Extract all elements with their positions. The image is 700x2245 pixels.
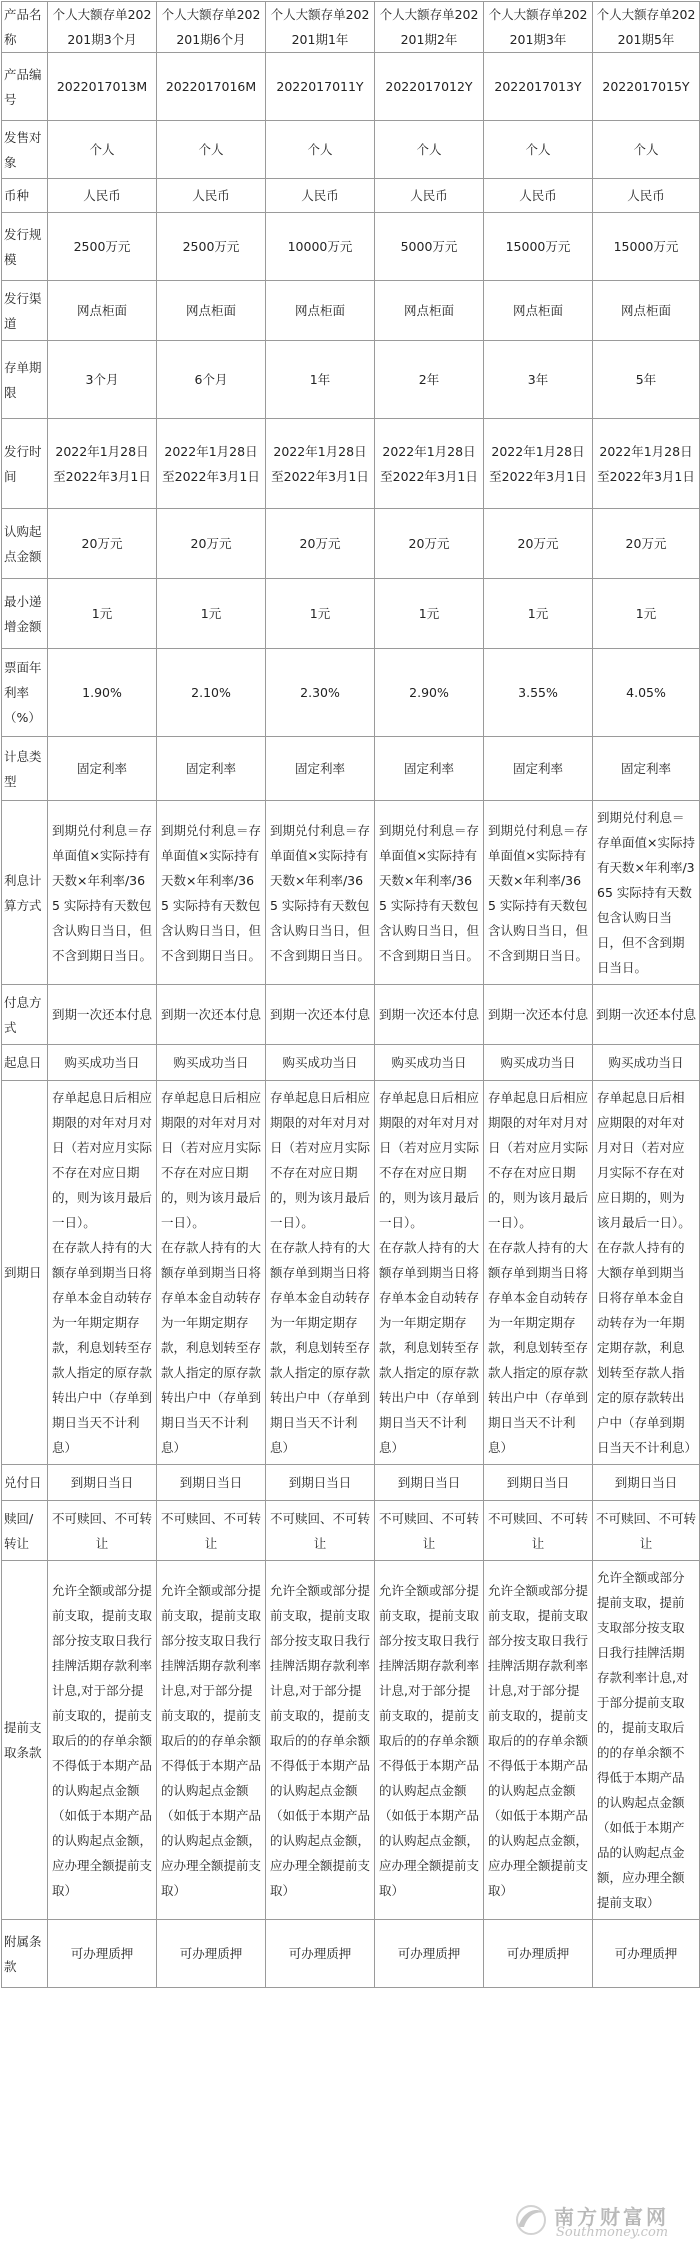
cell-name-5: 个人大额存单202201期3年 bbox=[484, 2, 593, 53]
cell-rate-5: 3.55% bbox=[484, 649, 593, 737]
cell-currency-2: 人民币 bbox=[157, 179, 266, 213]
cell-early-withdrawal-4: 允许全额或部分提前支取，提前支取部分按支取日我行挂牌活期存款利率计息,对于部分提前支取的，提前支取后的的存单余额不得低于本期产品的认购起点金额（如低于本期产品的认购起点金额，应办理全额提前支取） bbox=[375, 1561, 484, 1920]
row-product-name bbox=[2, 2, 700, 53]
cell-payment-method-6: 到期一次还本付息 bbox=[593, 985, 700, 1045]
row-product-code bbox=[2, 53, 700, 121]
label-redemption: 赎回/转让 bbox=[2, 1501, 48, 1561]
cell-name-6: 个人大额存单202201期5年 bbox=[593, 2, 700, 53]
maturity-rollover-2: 在存款人持有的大额存单到期当日将存单本金自动转存为一年期定期存款，利息划转至存款人指定的原存款转出户中（存单到期日当天不计利息） bbox=[161, 1240, 262, 1455]
label-value-date: 起息日 bbox=[2, 1045, 48, 1081]
watermark bbox=[514, 2201, 694, 2241]
maturity-rollover-3: 在存款人持有的大额存单到期当日将存单本金自动转存为一年期定期存款，利息划转至存款人指定的原存款转出户中（存单到期日当天不计利息） bbox=[270, 1240, 371, 1455]
row-cash-date bbox=[2, 1465, 700, 1501]
row-currency bbox=[2, 179, 700, 213]
label-product-code: 产品编号 bbox=[2, 53, 48, 121]
label-rate-type: 计息类型 bbox=[2, 737, 48, 801]
cell-scale-3: 10000万元 bbox=[266, 213, 375, 281]
cell-value-date-2: 购买成功当日 bbox=[157, 1045, 266, 1081]
cell-scale-2: 2500万元 bbox=[157, 213, 266, 281]
maturity-rule-1: 存单起息日后相应期限的对年对月对日（若对应月实际不存在对应日期的，则为该月最后一日）。 bbox=[52, 1090, 153, 1230]
cell-additional-6: 可办理质押 bbox=[593, 1920, 700, 1988]
maturity-rollover-4: 在存款人持有的大额存单到期当日将存单本金自动转存为一年期定期存款，利息划转至存款人指定的原存款转出户中（存单到期日当天不计利息） bbox=[379, 1240, 480, 1455]
cell-channel-4: 网点柜面 bbox=[375, 281, 484, 341]
row-target bbox=[2, 121, 700, 179]
cell-maturity-5 bbox=[484, 1081, 593, 1465]
cell-interest-method-6: 到期兑付利息＝存单面值×实际持有天数×年利率/365 实际持有天数包含认购日当日，但不含到期日当日。 bbox=[593, 801, 700, 985]
cell-rate-6: 4.05% bbox=[593, 649, 700, 737]
cell-channel-1: 网点柜面 bbox=[48, 281, 157, 341]
cell-value-date-3: 购买成功当日 bbox=[266, 1045, 375, 1081]
maturity-rule-3: 存单起息日后相应期限的对年对月对日（若对应月实际不存在对应日期的，则为该月最后一日）。 bbox=[270, 1090, 371, 1230]
maturity-rollover-1: 在存款人持有的大额存单到期当日将存单本金自动转存为一年期定期存款，利息划转至存款人指定的原存款转出户中（存单到期日当天不计利息） bbox=[52, 1240, 153, 1455]
cell-name-1: 个人大额存单202201期3个月 bbox=[48, 2, 157, 53]
cell-additional-2: 可办理质押 bbox=[157, 1920, 266, 1988]
row-value-date bbox=[2, 1045, 700, 1081]
maturity-rollover-6: 在存款人持有的大额存单到期当日将存单本金自动转存为一年期定期存款，利息划转至存款人指定的原存款转出户中（存单到期日当天不计利息） bbox=[597, 1240, 698, 1455]
cell-interest-method-4: 到期兑付利息＝存单面值×实际持有天数×年利率/365 实际持有天数包含认购日当日，但不含到期日当日。 bbox=[375, 801, 484, 985]
cell-value-date-4: 购买成功当日 bbox=[375, 1045, 484, 1081]
cell-target-2: 个人 bbox=[157, 121, 266, 179]
label-currency: 币种 bbox=[2, 179, 48, 213]
label-interest-method: 利息计算方式 bbox=[2, 801, 48, 985]
cell-early-withdrawal-5: 允许全额或部分提前支取，提前支取部分按支取日我行挂牌活期存款利率计息,对于部分提前支取的，提前支取后的的存单余额不得低于本期产品的认购起点金额（如低于本期产品的认购起点金额，应办理全额提前支取） bbox=[484, 1561, 593, 1920]
cell-redemption-1: 不可赎回、不可转让 bbox=[48, 1501, 157, 1561]
cell-interest-method-1: 到期兑付利息＝存单面值×实际持有天数×年利率/365 实际持有天数包含认购日当日，但不含到期日当日。 bbox=[48, 801, 157, 985]
cell-value-date-6: 购买成功当日 bbox=[593, 1045, 700, 1081]
maturity-rule-5: 存单起息日后相应期限的对年对月对日（若对应月实际不存在对应日期的，则为该月最后一日）。 bbox=[488, 1090, 589, 1230]
cell-redemption-4: 不可赎回、不可转让 bbox=[375, 1501, 484, 1561]
cell-channel-3: 网点柜面 bbox=[266, 281, 375, 341]
cell-increment-6: 1元 bbox=[593, 579, 700, 649]
cell-additional-4: 可办理质押 bbox=[375, 1920, 484, 1988]
cell-value-date-5: 购买成功当日 bbox=[484, 1045, 593, 1081]
cell-early-withdrawal-3: 允许全额或部分提前支取，提前支取部分按支取日我行挂牌活期存款利率计息,对于部分提前支取的，提前支取后的的存单余额不得低于本期产品的认购起点金额（如低于本期产品的认购起点金额，应办理全额提前支取） bbox=[266, 1561, 375, 1920]
cell-term-4: 2年 bbox=[375, 341, 484, 419]
cell-min-amount-5: 20万元 bbox=[484, 509, 593, 579]
row-rate bbox=[2, 649, 700, 737]
cell-code-2: 2022017016M bbox=[157, 53, 266, 121]
cell-rate-type-6: 固定利率 bbox=[593, 737, 700, 801]
table-body bbox=[2, 2, 700, 1988]
cell-channel-5: 网点柜面 bbox=[484, 281, 593, 341]
cell-rate-3: 2.30% bbox=[266, 649, 375, 737]
cell-scale-5: 15000万元 bbox=[484, 213, 593, 281]
cell-name-4: 个人大额存单202201期2年 bbox=[375, 2, 484, 53]
label-product-name: 产品名称 bbox=[2, 2, 48, 53]
cell-cash-date-2: 到期日当日 bbox=[157, 1465, 266, 1501]
cell-payment-method-3: 到期一次还本付息 bbox=[266, 985, 375, 1045]
cell-min-amount-2: 20万元 bbox=[157, 509, 266, 579]
cell-increment-5: 1元 bbox=[484, 579, 593, 649]
cell-cash-date-6: 到期日当日 bbox=[593, 1465, 700, 1501]
cell-increment-1: 1元 bbox=[48, 579, 157, 649]
cell-maturity-6 bbox=[593, 1081, 700, 1465]
label-term: 存单期限 bbox=[2, 341, 48, 419]
cell-value-date-1: 购买成功当日 bbox=[48, 1045, 157, 1081]
row-issue-time bbox=[2, 419, 700, 509]
cell-code-5: 2022017013Y bbox=[484, 53, 593, 121]
cell-rate-type-3: 固定利率 bbox=[266, 737, 375, 801]
cell-additional-1: 可办理质押 bbox=[48, 1920, 157, 1988]
cell-term-6: 5年 bbox=[593, 341, 700, 419]
cell-term-2: 6个月 bbox=[157, 341, 266, 419]
cell-early-withdrawal-2: 允许全额或部分提前支取，提前支取部分按支取日我行挂牌活期存款利率计息,对于部分提前支取的，提前支取后的的存单余额不得低于本期产品的认购起点金额（如低于本期产品的认购起点金额，应办理全额提前支取） bbox=[157, 1561, 266, 1920]
cell-currency-6: 人民币 bbox=[593, 179, 700, 213]
cell-term-1: 3个月 bbox=[48, 341, 157, 419]
label-scale: 发行规模 bbox=[2, 213, 48, 281]
cell-rate-type-2: 固定利率 bbox=[157, 737, 266, 801]
cell-rate-4: 2.90% bbox=[375, 649, 484, 737]
label-maturity-date: 到期日 bbox=[2, 1081, 48, 1465]
label-rate: 票面年利率（%） bbox=[2, 649, 48, 737]
cell-issue-time-3: 2022年1月28日至2022年3月1日 bbox=[266, 419, 375, 509]
cell-target-4: 个人 bbox=[375, 121, 484, 179]
cell-channel-6: 网点柜面 bbox=[593, 281, 700, 341]
cell-interest-method-5: 到期兑付利息＝存单面值×实际持有天数×年利率/365 实际持有天数包含认购日当日，但不含到期日当日。 bbox=[484, 801, 593, 985]
cell-code-6: 2022017015Y bbox=[593, 53, 700, 121]
row-additional bbox=[2, 1920, 700, 1988]
cell-name-3: 个人大额存单202201期1年 bbox=[266, 2, 375, 53]
row-scale bbox=[2, 213, 700, 281]
watermark-cn: 南方财富网 bbox=[554, 2205, 669, 2229]
cell-issue-time-5: 2022年1月28日至2022年3月1日 bbox=[484, 419, 593, 509]
cell-target-1: 个人 bbox=[48, 121, 157, 179]
cell-scale-6: 15000万元 bbox=[593, 213, 700, 281]
cell-rate-1: 1.90% bbox=[48, 649, 157, 737]
cell-cash-date-5: 到期日当日 bbox=[484, 1465, 593, 1501]
cell-min-amount-4: 20万元 bbox=[375, 509, 484, 579]
southmoney-logo-icon bbox=[514, 2203, 548, 2237]
cell-interest-method-3: 到期兑付利息＝存单面值×实际持有天数×年利率/365 实际持有天数包含认购日当日，但不含到期日当日。 bbox=[266, 801, 375, 985]
row-maturity-date bbox=[2, 1081, 700, 1465]
label-additional: 附属条款 bbox=[2, 1920, 48, 1988]
row-interest-method bbox=[2, 801, 700, 985]
label-payment-method: 付息方式 bbox=[2, 985, 48, 1045]
cell-redemption-3: 不可赎回、不可转让 bbox=[266, 1501, 375, 1561]
cell-issue-time-1: 2022年1月28日至2022年3月1日 bbox=[48, 419, 157, 509]
row-early-withdrawal bbox=[2, 1561, 700, 1920]
cell-payment-method-4: 到期一次还本付息 bbox=[375, 985, 484, 1045]
cell-maturity-2 bbox=[157, 1081, 266, 1465]
label-min-amount: 认购起点金额 bbox=[2, 509, 48, 579]
row-redemption bbox=[2, 1501, 700, 1561]
row-min-amount bbox=[2, 509, 700, 579]
cell-increment-2: 1元 bbox=[157, 579, 266, 649]
cell-increment-3: 1元 bbox=[266, 579, 375, 649]
cell-maturity-1 bbox=[48, 1081, 157, 1465]
cell-min-amount-1: 20万元 bbox=[48, 509, 157, 579]
cell-min-amount-3: 20万元 bbox=[266, 509, 375, 579]
cell-target-6: 个人 bbox=[593, 121, 700, 179]
cell-cash-date-3: 到期日当日 bbox=[266, 1465, 375, 1501]
cell-early-withdrawal-6: 允许全额或部分提前支取，提前支取部分按支取日我行挂牌活期存款利率计息,对于部分提前支取的，提前支取后的的存单余额不得低于本期产品的认购起点金额（如低于本期产品的认购起点金额，应办理全额提前支取） bbox=[593, 1561, 700, 1920]
label-early-withdrawal: 提前支取条款 bbox=[2, 1561, 48, 1920]
cell-rate-type-5: 固定利率 bbox=[484, 737, 593, 801]
cell-rate-2: 2.10% bbox=[157, 649, 266, 737]
cell-scale-4: 5000万元 bbox=[375, 213, 484, 281]
cell-redemption-5: 不可赎回、不可转让 bbox=[484, 1501, 593, 1561]
cell-issue-time-2: 2022年1月28日至2022年3月1日 bbox=[157, 419, 266, 509]
cell-code-1: 2022017013M bbox=[48, 53, 157, 121]
cell-term-3: 1年 bbox=[266, 341, 375, 419]
cell-code-3: 2022017011Y bbox=[266, 53, 375, 121]
maturity-rule-6: 存单起息日后相应期限的对年对月对日（若对应月实际不存在对应日期的，则为该月最后一日）。 bbox=[597, 1090, 691, 1230]
label-cash-date: 兑付日 bbox=[2, 1465, 48, 1501]
cell-currency-5: 人民币 bbox=[484, 179, 593, 213]
cell-payment-method-5: 到期一次还本付息 bbox=[484, 985, 593, 1045]
cd-product-table bbox=[1, 1, 700, 1988]
row-rate-type bbox=[2, 737, 700, 801]
cell-rate-type-4: 固定利率 bbox=[375, 737, 484, 801]
cell-maturity-3 bbox=[266, 1081, 375, 1465]
row-increment bbox=[2, 579, 700, 649]
cell-rate-type-1: 固定利率 bbox=[48, 737, 157, 801]
cell-scale-1: 2500万元 bbox=[48, 213, 157, 281]
maturity-rule-4: 存单起息日后相应期限的对年对月对日（若对应月实际不存在对应日期的，则为该月最后一日）。 bbox=[379, 1090, 480, 1230]
cell-code-4: 2022017012Y bbox=[375, 53, 484, 121]
row-term bbox=[2, 341, 700, 419]
label-increment: 最小递增金额 bbox=[2, 579, 48, 649]
label-channel: 发行渠道 bbox=[2, 281, 48, 341]
cell-increment-4: 1元 bbox=[375, 579, 484, 649]
maturity-rollover-5: 在存款人持有的大额存单到期当日将存单本金自动转存为一年期定期存款，利息划转至存款人指定的原存款转出户中（存单到期日当天不计利息） bbox=[488, 1240, 589, 1455]
cell-channel-2: 网点柜面 bbox=[157, 281, 266, 341]
cell-cash-date-1: 到期日当日 bbox=[48, 1465, 157, 1501]
cell-currency-1: 人民币 bbox=[48, 179, 157, 213]
cell-min-amount-6: 20万元 bbox=[593, 509, 700, 579]
cell-maturity-4 bbox=[375, 1081, 484, 1465]
cell-additional-3: 可办理质押 bbox=[266, 1920, 375, 1988]
watermark-en: Southmoney.com bbox=[556, 2225, 669, 2240]
cell-payment-method-2: 到期一次还本付息 bbox=[157, 985, 266, 1045]
maturity-rule-2: 存单起息日后相应期限的对年对月对日（若对应月实际不存在对应日期的，则为该月最后一日）。 bbox=[161, 1090, 262, 1230]
row-channel bbox=[2, 281, 700, 341]
cell-target-5: 个人 bbox=[484, 121, 593, 179]
cell-issue-time-6: 2022年1月28日至2022年3月1日 bbox=[593, 419, 700, 509]
cell-additional-5: 可办理质押 bbox=[484, 1920, 593, 1988]
cell-redemption-6: 不可赎回、不可转让 bbox=[593, 1501, 700, 1561]
cell-target-3: 个人 bbox=[266, 121, 375, 179]
cell-issue-time-4: 2022年1月28日至2022年3月1日 bbox=[375, 419, 484, 509]
cell-payment-method-1: 到期一次还本付息 bbox=[48, 985, 157, 1045]
label-target: 发售对象 bbox=[2, 121, 48, 179]
row-payment-method bbox=[2, 985, 700, 1045]
cell-early-withdrawal-1: 允许全额或部分提前支取，提前支取部分按支取日我行挂牌活期存款利率计息,对于部分提前支取的，提前支取后的的存单余额不得低于本期产品的认购起点金额（如低于本期产品的认购起点金额，应办理全额提前支取） bbox=[48, 1561, 157, 1920]
cell-cash-date-4: 到期日当日 bbox=[375, 1465, 484, 1501]
cell-term-5: 3年 bbox=[484, 341, 593, 419]
cell-name-2: 个人大额存单202201期6个月 bbox=[157, 2, 266, 53]
cell-currency-4: 人民币 bbox=[375, 179, 484, 213]
cell-currency-3: 人民币 bbox=[266, 179, 375, 213]
cell-interest-method-2: 到期兑付利息＝存单面值×实际持有天数×年利率/365 实际持有天数包含认购日当日，但不含到期日当日。 bbox=[157, 801, 266, 985]
cell-redemption-2: 不可赎回、不可转让 bbox=[157, 1501, 266, 1561]
label-issue-time: 发行时间 bbox=[2, 419, 48, 509]
